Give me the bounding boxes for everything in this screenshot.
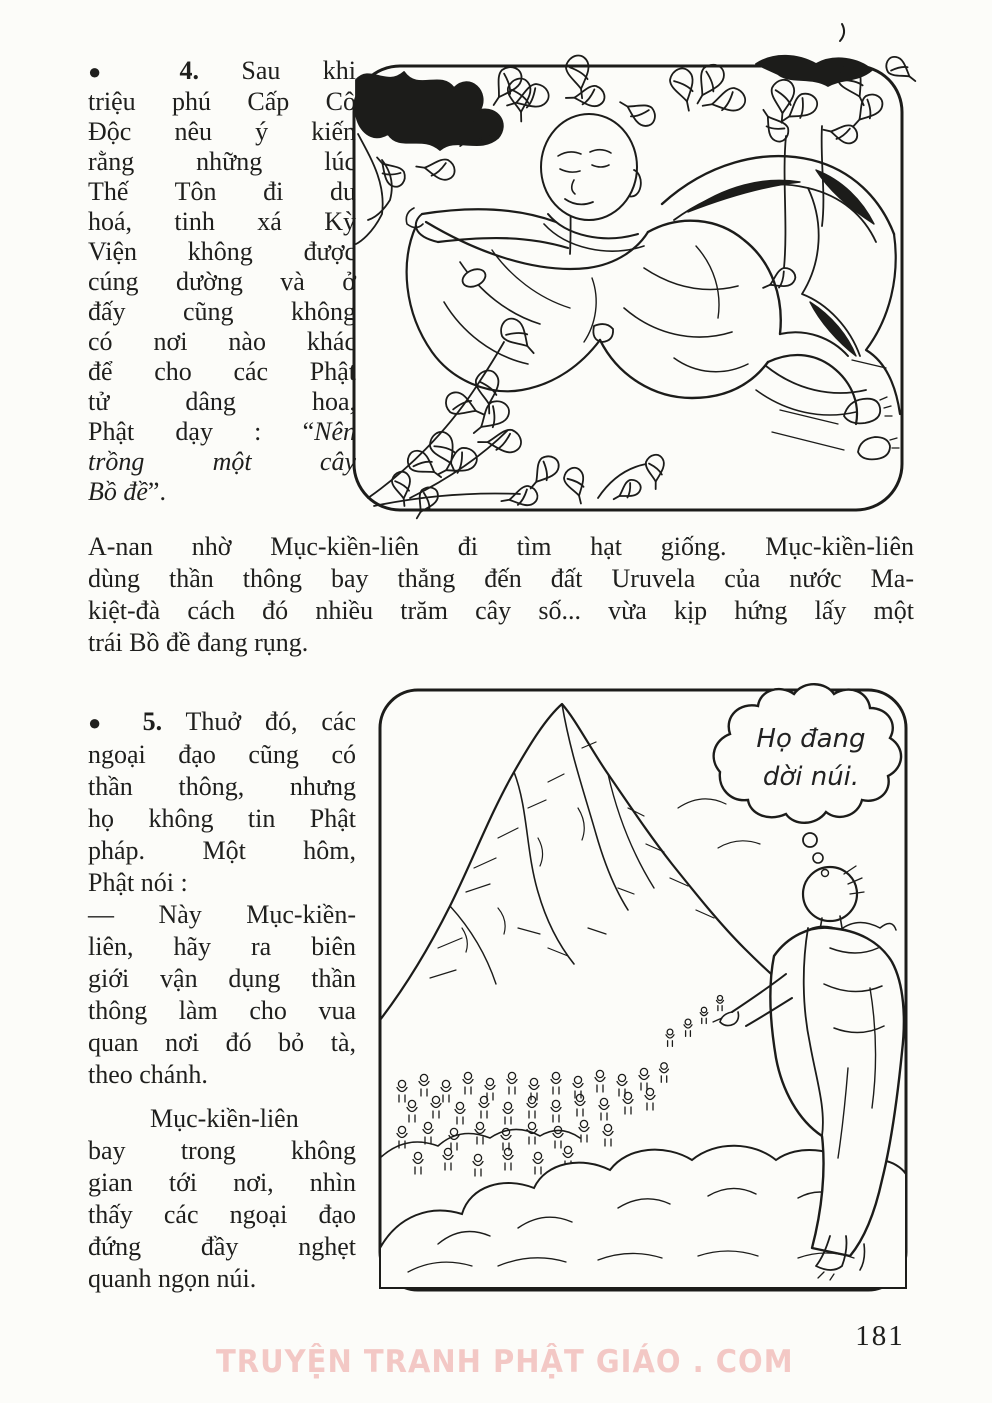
- stray-mark: [840, 24, 844, 41]
- text-line: tử dâng hoa,: [88, 387, 356, 416]
- text-line: kiệt-đà cách đó nhiều trăm cây số... vừa kịp hứng lấy một: [88, 596, 914, 625]
- text-line: pháp. Một hôm,: [88, 836, 356, 865]
- text-line: quan nơi đó bỏ tà,: [88, 1028, 356, 1057]
- section-5-text: [88, 706, 356, 1295]
- text-line: Độc nêu ý kiến: [88, 117, 356, 146]
- text-line: Phật dạy : “Nên: [88, 417, 356, 446]
- bubble-line: dời núi.: [762, 762, 860, 792]
- bullet-icon: ●: [88, 710, 119, 735]
- text-line: cúng dường và ở: [88, 267, 356, 296]
- paragraph: [88, 1103, 356, 1295]
- text-line: Thế Tôn đi du: [88, 177, 356, 206]
- bodhi-fruit: [460, 266, 488, 290]
- text-line: Phật nói :: [88, 868, 188, 897]
- text-line: bay trong không: [88, 1136, 356, 1165]
- bubble-line: Họ đang: [756, 724, 866, 754]
- watermark: TRUYỆN TRANH PHẬT GIÁO . COM: [216, 1342, 794, 1380]
- page-number: 181: [855, 1320, 905, 1352]
- text-line: triệu phú Cấp Cô: [88, 87, 356, 116]
- crowd-of-people: [397, 995, 724, 1176]
- text-line: để cho các Phật: [88, 357, 356, 386]
- text-line: thấy các ngoại đạo: [88, 1200, 356, 1229]
- text-line: Bồ đề”.: [88, 477, 166, 506]
- paragraph: [88, 899, 356, 1091]
- motion-lines: [772, 360, 886, 450]
- text-line: đấy cũng không: [88, 297, 356, 326]
- text-line: hoá, tinh xá Kỳ: [88, 207, 356, 236]
- text-line: trồng một cây: [88, 447, 356, 476]
- text-line: họ không tin Phật: [88, 804, 356, 833]
- text-line: Mục-kiền-liên: [150, 1104, 299, 1133]
- text-line: đứng đầy nghẹt: [88, 1232, 356, 1261]
- section-4-text: [88, 56, 356, 507]
- text-line: gian tới nơi, nhìn: [88, 1168, 356, 1197]
- paragraph-anan: [88, 531, 914, 659]
- text-line: thông làm cho vua: [88, 996, 356, 1025]
- text-line: giới vận dụng thần: [88, 964, 356, 993]
- text-line: dùng thần thông bay thẳng đến đất Uruvela của nước Ma-: [88, 564, 914, 593]
- held-cloth: [407, 222, 648, 391]
- text-line: ngoại đạo cũng có: [88, 740, 356, 769]
- flying-monk: [406, 114, 900, 459]
- text-line: quanh ngọn núi.: [88, 1264, 257, 1293]
- text-line: ● 5. Thuở đó, các: [88, 707, 356, 736]
- text-line: theo chánh.: [88, 1060, 208, 1089]
- hanging-bodhi-leaves: [356, 52, 921, 300]
- text-line: Viện không được: [88, 237, 356, 266]
- text-line: có nơi nào khác: [88, 327, 356, 356]
- text-line: liên, hãy ra biên: [88, 932, 356, 961]
- thought-bubble-text: [723, 720, 899, 796]
- text-line: rằng những lúc: [88, 147, 356, 176]
- paragraph: [88, 706, 356, 899]
- text-line: ● 4. Sau khi: [88, 56, 356, 85]
- text-line: — Này Mục-kiền-: [88, 900, 356, 929]
- plant-branch: [368, 315, 671, 522]
- panel-1-flying-monk-illustration: [352, 64, 904, 512]
- bullet-icon: ●: [88, 59, 138, 84]
- text-line: A-nan nhờ Mục-kiền-liên đi tìm hạt giống. Mục-kiền-liên: [88, 532, 914, 561]
- text-line: thần thông, nhưng: [88, 772, 356, 801]
- text-line: trái Bồ đề đang rụng.: [88, 628, 309, 657]
